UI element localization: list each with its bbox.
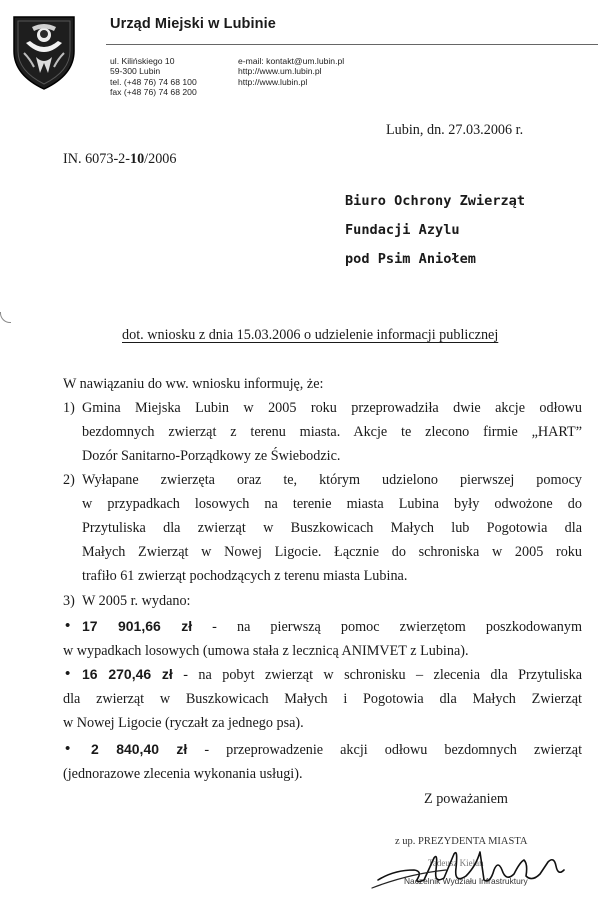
recipient-line-2: Fundacji Azylu — [345, 222, 460, 238]
point-1-line-2: bezdomnych zwierząt z terenu miasta. Akcje te zlecono firmie „HART” — [82, 424, 582, 440]
signature-stamp — [368, 836, 588, 902]
office-address — [110, 56, 197, 98]
expense-1-bullet: • — [65, 618, 71, 634]
point-2-line-4: Małych Zwierząt w Nowej Ligocie. Łącznie do schroniska w 2005 roku — [82, 544, 582, 560]
point-2-line-3: Przytuliska dla zwierząt w Buszkowicach Małych lub Pogotowia dla — [82, 520, 582, 536]
expense-2-line-2: dla zwierząt w Buszkowicach Małych i Pogotowia dla Małych Zwierząt — [63, 691, 582, 707]
reference-prefix: IN. 6073-2- — [63, 151, 130, 167]
point-1-line-3: Dozór Sanitarno-Porządkowy ze Świebodzic. — [82, 448, 341, 464]
closing-text: Z poważaniem — [424, 791, 508, 807]
intro-text: W nawiązaniu do ww. wniosku informuję, że: — [63, 376, 324, 392]
reference-number — [63, 151, 177, 168]
contact-website-1: http://www.um.lubin.pl — [238, 66, 322, 77]
point-1-line-1: Gmina Miejska Lubin w 2005 roku przeprowadziła dwie akcje odłowu — [82, 400, 582, 416]
place-date: Lubin, dn. 27.03.2006 r. — [386, 122, 524, 138]
point-1 — [63, 396, 582, 468]
punch-mark — [0, 312, 11, 323]
letterhead-rule — [106, 44, 598, 45]
coat-of-arms-icon — [10, 13, 78, 93]
office-contacts — [238, 56, 344, 87]
point-2-line-1: Wyłapane zwierzęta oraz te, którym udzielono pierwszej pomocy — [82, 472, 582, 488]
office-name: Urząd Miejski w Lubinie — [110, 16, 276, 32]
expense-1 — [63, 614, 582, 663]
handwritten-signature-icon — [368, 840, 588, 896]
expense-1-amount: 17 901,66 zł — [82, 618, 193, 634]
stamp-name: Tadeusz Kielan — [428, 858, 484, 868]
recipient-line-1: Biuro Ochrony Zwierząt — [345, 193, 526, 209]
point-2-line-2: w przypadkach losowych na terenie miasta Lubina były odwożone do — [82, 496, 582, 512]
contact-website-2: http://www.lubin.pl — [238, 76, 308, 87]
expense-2-amount: 16 270,46 zł — [82, 666, 173, 682]
expense-3-first-line: - przeprowadzenie akcji odłowu bezdomnych zwierząt — [187, 742, 583, 758]
reference-bold: 10 — [129, 151, 145, 167]
stamp-title: Naczelnik Wydziału Infrastruktury — [404, 876, 528, 886]
point-1-number: 1) — [63, 400, 75, 416]
stamp-authority: z up. PREZYDENTA MIASTA — [395, 836, 528, 847]
address-phone: tel. (+48 76) 74 68 100 — [110, 76, 197, 87]
expense-3-bullet: • — [65, 741, 71, 757]
expense-3-line-2: (jednorazowe zlecenia wykonania usługi). — [63, 766, 303, 782]
point-2-number: 2) — [63, 472, 75, 488]
expense-3-amount: 2 840,40 zł — [91, 741, 188, 757]
expense-1-first-line: - na pierwszą pomoc zwierzętom poszkodowanym — [192, 619, 582, 635]
address-city: 59-300 Lubin — [110, 66, 161, 77]
expense-2 — [63, 662, 582, 735]
reference-suffix: /2006 — [144, 151, 177, 167]
recipient-line-3: pod Psim Aniołem — [345, 251, 476, 267]
recipient-block — [345, 187, 525, 274]
point-2-line-5: trafiło 61 zwierząt pochodzących z terenu miasta Lubina. — [82, 568, 408, 584]
contact-email: e-mail: kontakt@um.lubin.pl — [238, 56, 345, 66]
expense-2-first-line: - na pobyt zwierząt w schronisku – zlecenia dla Przytuliska — [172, 667, 583, 683]
expense-2-line-3: w Nowej Ligocie (ryczałt za jednego psa). — [63, 715, 304, 731]
point-3-line-1: W 2005 r. wydano: — [82, 593, 191, 609]
subject-line: dot. wniosku z dnia 15.03.2006 o udzielenie informacji publicznej — [122, 327, 499, 343]
point-3 — [63, 589, 582, 613]
address-fax: fax (+48 76) 74 68 200 — [110, 87, 197, 98]
address-street: ul. Kilińskiego 10 — [110, 56, 175, 66]
point-2 — [63, 468, 582, 588]
point-3-number: 3) — [63, 593, 75, 609]
expense-2-bullet: • — [65, 666, 71, 682]
expense-1-line-2: w wypadkach losowych (umowa stała z lecznicą ANIMVET z Lubina). — [63, 643, 469, 659]
expense-3 — [63, 737, 582, 786]
